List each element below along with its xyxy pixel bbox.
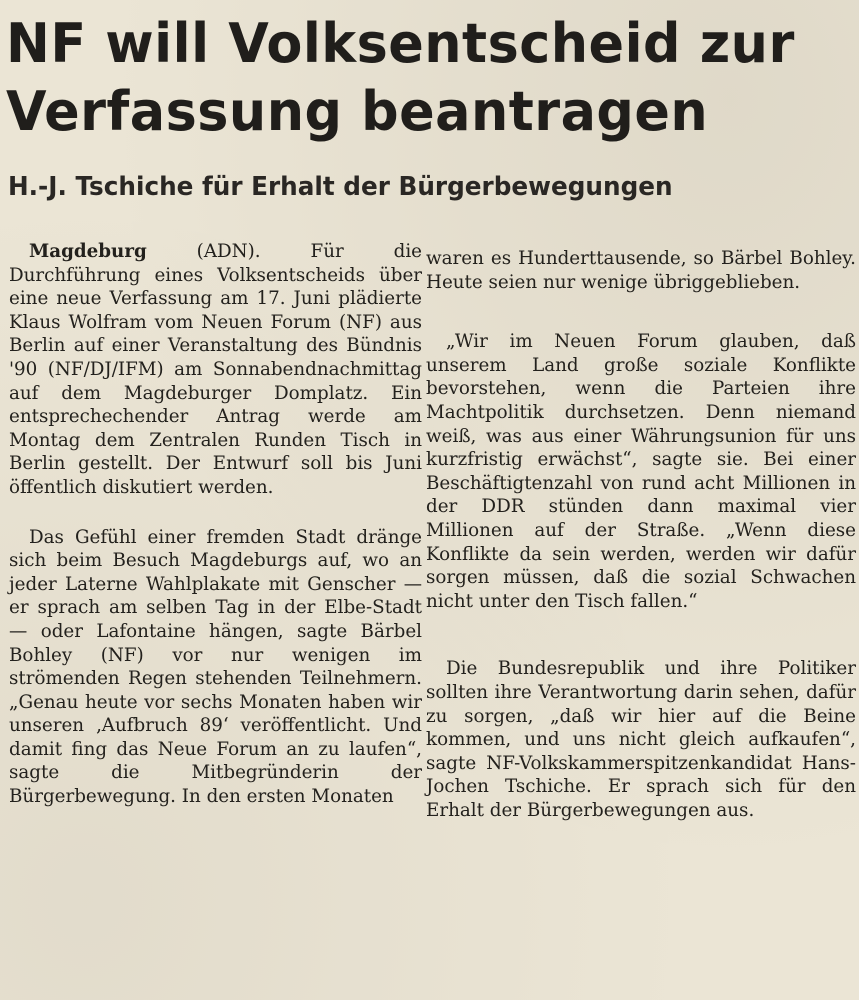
paragraph-1 bbox=[9, 240, 422, 500]
paragraph-1-text: (ADN). Für die Durchführung eines Volksentscheids über eine neue Verfassung am 17. Juni plädierte Klaus Wolfram vom Neuen Forum (NF) aus Berlin auf einer Veranstaltung des Bündnis '90 (NF/DJ/IFM) am Sonnabendnachmittag auf dem Magdeburger Domplatz. Ein entsprechechender Antrag werde am Montag dem Zentralen Runden Tisch in Berlin gestellt. Der Entwurf soll bis Juni öffentlich diskutiert werden. bbox=[9, 241, 422, 498]
article-column-left bbox=[9, 240, 422, 809]
dateline: Magdeburg bbox=[29, 241, 147, 262]
subheadline: H.-J. Tschiche für Erhalt der Bürgerbewegungen bbox=[8, 172, 673, 202]
article-column-right bbox=[426, 247, 856, 822]
paragraph-2: Das Gefühl einer fremden Stadt dränge sich beim Besuch Magdeburgs auf, wo an jeder Laterne Wahlplakate mit Genscher — er sprach am selben Tag in der Elbe-Stadt — oder Lafontaine hängen, sagte Bärbel Bohley (NF) vor nur wenigen im strömenden Regen stehenden Teilnehmern. „Genau heute vor sechs Monaten haben wir unseren ‚Aufbruch 89‘ veröffentlicht. Und damit fing das Neue Forum an zu laufen“, sagte die Mitbegründerin der Bürgerbewegung. In den ersten Monaten bbox=[9, 526, 422, 808]
headline bbox=[6, 10, 831, 146]
paragraph-3: „Wir im Neuen Forum glauben, daß unserem Land große soziale Konflikte bevorstehen, wenn die Parteien ihre Machtpolitik durchsetzen. Denn niemand weiß, was aus einer Währungsunion für uns kurzfristig erwächst“, sagte sie. Bei einer Beschäftigtenzahl von rund acht Millionen in der DDR stünden dann maximal vier Millionen auf der Straße. „Wenn diese Konflikte da sein werden, werden wir dafür sorgen müssen, daß die sozial Schwachen nicht unter den Tisch fallen.“ bbox=[426, 331, 856, 612]
headline-line-1: NF will Volksentscheid zur bbox=[6, 12, 795, 75]
headline-line-2: Verfassung beantragen bbox=[6, 80, 709, 143]
paragraph-2-continued: waren es Hunderttausende, so Bärbel Bohley. Heute seien nur wenige übriggeblieben. bbox=[426, 248, 856, 293]
paragraph-4: Die Bundesrepublik und ihre Politiker sollten ihre Verantwortung darin sehen, dafür zu sorgen, „daß wir hier auf die Beine kommen, und uns nicht gleich aufkaufen“, sagte NF-Volkskammerspitzenkandidat Hans-Jochen Tschiche. Er sprach sich für den Erhalt der Bürgerbewegungen aus. bbox=[426, 658, 856, 821]
